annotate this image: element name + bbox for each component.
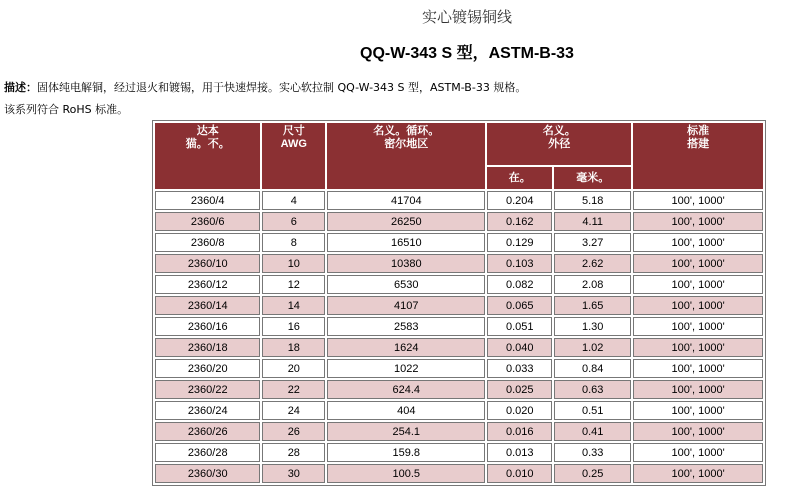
table-row xyxy=(155,254,763,273)
cell-circular-mils: 6530 xyxy=(327,275,485,294)
cell-circular-mils: 16510 xyxy=(327,233,485,252)
cell-part-number: 2360/24 xyxy=(155,401,260,420)
description-label: 描述： xyxy=(4,81,37,94)
cell-circular-mils: 41704 xyxy=(327,191,485,210)
header-outer-diameter: 名义。 外径 xyxy=(487,123,631,165)
cell-awg: 30 xyxy=(262,464,325,483)
cell-od-mm: 4.11 xyxy=(554,212,631,231)
cell-part-number: 2360/26 xyxy=(155,422,260,441)
table-row xyxy=(155,338,763,357)
cell-circular-mils: 254.1 xyxy=(327,422,485,441)
cell-od-mm: 0.63 xyxy=(554,380,631,399)
table-body xyxy=(155,191,763,483)
cell-od-inches: 0.010 xyxy=(487,464,552,483)
table-row xyxy=(155,380,763,399)
table-row xyxy=(155,275,763,294)
table-row xyxy=(155,464,763,483)
cell-put-up: 100', 1000' xyxy=(633,464,763,483)
cell-od-mm: 5.18 xyxy=(554,191,631,210)
cell-od-mm: 1.30 xyxy=(554,317,631,336)
cell-awg: 22 xyxy=(262,380,325,399)
cell-part-number: 2360/16 xyxy=(155,317,260,336)
cell-put-up: 100', 1000' xyxy=(633,422,763,441)
cell-od-inches: 0.013 xyxy=(487,443,552,462)
header-awg-size: 尺寸 AWG xyxy=(262,123,325,189)
table-row xyxy=(155,359,763,378)
table-row xyxy=(155,233,763,252)
cell-put-up: 100', 1000' xyxy=(633,275,763,294)
cell-put-up: 100', 1000' xyxy=(633,233,763,252)
cell-od-inches: 0.129 xyxy=(487,233,552,252)
wire-spec-table xyxy=(152,120,766,486)
header-circular-mil-area: 名义。循环。 密尔地区 xyxy=(327,123,485,189)
table-row xyxy=(155,296,763,315)
cell-part-number: 2360/30 xyxy=(155,464,260,483)
rohs-note: 该系列符合 RoHS 标准。 xyxy=(4,103,129,116)
table-row xyxy=(155,401,763,420)
cell-od-inches: 0.082 xyxy=(487,275,552,294)
cell-circular-mils: 1022 xyxy=(327,359,485,378)
cell-od-mm: 1.65 xyxy=(554,296,631,315)
cell-od-inches: 0.162 xyxy=(487,212,552,231)
cell-put-up: 100', 1000' xyxy=(633,212,763,231)
cell-od-inches: 0.204 xyxy=(487,191,552,210)
cell-part-number: 2360/12 xyxy=(155,275,260,294)
cell-circular-mils: 159.8 xyxy=(327,443,485,462)
table-row xyxy=(155,443,763,462)
cell-circular-mils: 1624 xyxy=(327,338,485,357)
cell-od-inches: 0.040 xyxy=(487,338,552,357)
table-row xyxy=(155,317,763,336)
cell-put-up: 100', 1000' xyxy=(633,338,763,357)
cell-circular-mils: 624.4 xyxy=(327,380,485,399)
cell-awg: 16 xyxy=(262,317,325,336)
cell-put-up: 100', 1000' xyxy=(633,296,763,315)
cell-part-number: 2360/10 xyxy=(155,254,260,273)
page-subtitle: QQ-W-343 S 型，ASTM-B-33 xyxy=(360,45,574,62)
cell-circular-mils: 10380 xyxy=(327,254,485,273)
table-row xyxy=(155,422,763,441)
description-text: 固体纯电解铜，经过退火和镀锡，用于快速焊接。实心软拉制 QQ-W-343 S 型，ASTM-B-33 规格。 xyxy=(37,81,527,94)
cell-part-number: 2360/28 xyxy=(155,443,260,462)
cell-od-mm: 1.02 xyxy=(554,338,631,357)
header-part-number: 达本 猫。不。 xyxy=(155,123,260,189)
cell-od-mm: 0.41 xyxy=(554,422,631,441)
cell-od-mm: 2.62 xyxy=(554,254,631,273)
cell-circular-mils: 4107 xyxy=(327,296,485,315)
cell-put-up: 100', 1000' xyxy=(633,443,763,462)
description-block xyxy=(4,77,794,121)
cell-part-number: 2360/20 xyxy=(155,359,260,378)
table-row xyxy=(155,212,763,231)
cell-od-mm: 0.25 xyxy=(554,464,631,483)
cell-od-inches: 0.033 xyxy=(487,359,552,378)
cell-awg: 20 xyxy=(262,359,325,378)
cell-circular-mils: 26250 xyxy=(327,212,485,231)
cell-part-number: 2360/6 xyxy=(155,212,260,231)
cell-part-number: 2360/18 xyxy=(155,338,260,357)
cell-od-inches: 0.016 xyxy=(487,422,552,441)
table-header-row xyxy=(155,123,763,165)
cell-put-up: 100', 1000' xyxy=(633,401,763,420)
cell-awg: 14 xyxy=(262,296,325,315)
cell-od-mm: 3.27 xyxy=(554,233,631,252)
header-od-mm: 毫米。 xyxy=(554,167,631,189)
cell-od-inches: 0.103 xyxy=(487,254,552,273)
cell-awg: 10 xyxy=(262,254,325,273)
cell-od-mm: 2.08 xyxy=(554,275,631,294)
cell-od-inches: 0.051 xyxy=(487,317,552,336)
cell-put-up: 100', 1000' xyxy=(633,254,763,273)
cell-put-up: 100', 1000' xyxy=(633,380,763,399)
cell-od-mm: 0.33 xyxy=(554,443,631,462)
cell-put-up: 100', 1000' xyxy=(633,359,763,378)
header-standard-put-up: 标准 搭建 xyxy=(633,123,763,189)
header-od-inches: 在。 xyxy=(487,167,552,189)
cell-circular-mils: 404 xyxy=(327,401,485,420)
cell-part-number: 2360/8 xyxy=(155,233,260,252)
cell-put-up: 100', 1000' xyxy=(633,317,763,336)
cell-od-inches: 0.020 xyxy=(487,401,552,420)
cell-od-mm: 0.51 xyxy=(554,401,631,420)
cell-awg: 12 xyxy=(262,275,325,294)
cell-awg: 8 xyxy=(262,233,325,252)
cell-awg: 18 xyxy=(262,338,325,357)
cell-part-number: 2360/14 xyxy=(155,296,260,315)
cell-part-number: 2360/4 xyxy=(155,191,260,210)
cell-put-up: 100', 1000' xyxy=(633,191,763,210)
cell-awg: 26 xyxy=(262,422,325,441)
cell-awg: 6 xyxy=(262,212,325,231)
cell-awg: 24 xyxy=(262,401,325,420)
cell-awg: 28 xyxy=(262,443,325,462)
cell-od-inches: 0.065 xyxy=(487,296,552,315)
cell-od-inches: 0.025 xyxy=(487,380,552,399)
cell-awg: 4 xyxy=(262,191,325,210)
description-line xyxy=(4,77,794,99)
cell-circular-mils: 100.5 xyxy=(327,464,485,483)
page-title: 实心镀锡铜线 xyxy=(421,8,512,26)
cell-circular-mils: 2583 xyxy=(327,317,485,336)
cell-part-number: 2360/22 xyxy=(155,380,260,399)
table-row xyxy=(155,191,763,210)
cell-od-mm: 0.84 xyxy=(554,359,631,378)
